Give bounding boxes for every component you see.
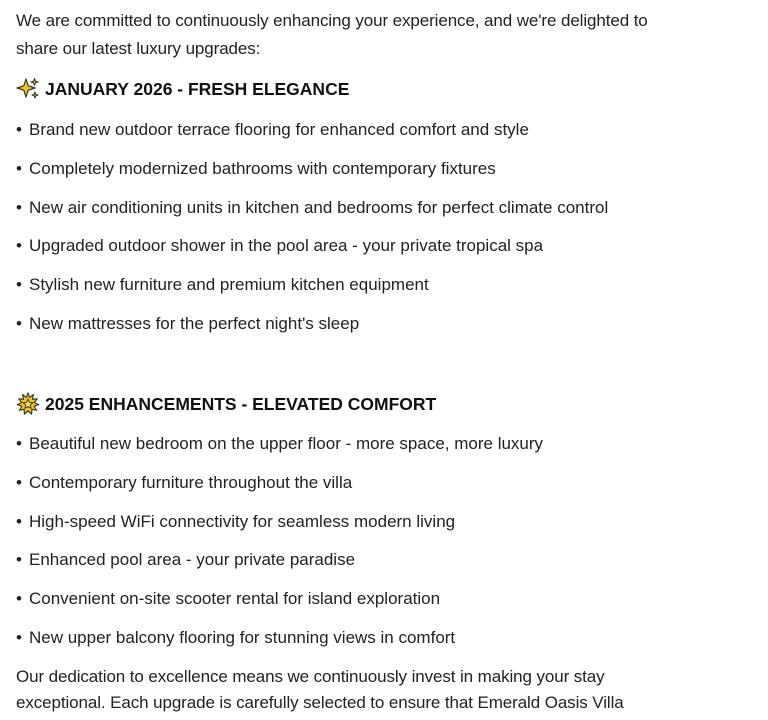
bullet: • [16, 314, 22, 333]
bullet: • [16, 198, 22, 217]
list-item [16, 588, 440, 610]
section-2025-heading [16, 392, 436, 416]
list-item [16, 313, 359, 335]
list-item [16, 627, 455, 649]
sparkles-icon [16, 77, 40, 101]
section-2025-title: 2025 ENHANCEMENTS - ELEVATED COMFORT [45, 394, 437, 414]
section-2026-title: JANUARY 2026 - FRESH ELEGANCE [45, 79, 350, 99]
list-item [16, 472, 352, 494]
intro-line-1: We are committed to continuously enhancing your experience, and we're delighted to [16, 11, 648, 30]
list-item-text: Enhanced pool area - your private paradise [29, 550, 356, 569]
upgrades-document [16, 0, 756, 720]
list-item-text: Completely modernized bathrooms with contemporary fixtures [29, 159, 496, 178]
bullet: • [16, 512, 22, 531]
section-2026-heading [16, 77, 349, 101]
list-item-text: Convenient on-site scooter rental for island exploration [29, 589, 441, 608]
list-item-text: Brand new outdoor terrace flooring for enhanced comfort and style [29, 120, 529, 139]
list-item-text: New mattresses for the perfect night's sleep [29, 314, 360, 333]
list-item [16, 549, 355, 571]
closing-line-1: Our dedication to excellence means we continuously invest in making your stay [16, 667, 605, 686]
list-item-text: Upgraded outdoor shower in the pool area - your private tropical spa [29, 236, 544, 255]
bullet: • [16, 159, 22, 178]
list-item-text: Contemporary furniture throughout the villa [29, 473, 353, 492]
list-item [16, 158, 496, 180]
list-item [16, 119, 529, 141]
list-item-text: High-speed WiFi connectivity for seamless modern living [29, 512, 456, 531]
list-item-text: New air conditioning units in kitchen and bedrooms for perfect climate control [29, 198, 609, 217]
bullet: • [16, 473, 22, 492]
bullet: • [16, 550, 22, 569]
list-item [16, 235, 543, 257]
bullet: • [16, 628, 22, 647]
bullet: • [16, 120, 22, 139]
closing-line-2: exceptional. Each upgrade is carefully selected to ensure that Emerald Oasis Villa [16, 693, 624, 712]
list-item [16, 197, 608, 219]
list-item [16, 433, 543, 455]
glowing-star-icon [16, 392, 40, 416]
list-item-text: New upper balcony flooring for stunning views in comfort [29, 628, 456, 647]
list-item-text: Beautiful new bedroom on the upper floor - more space, more luxury [29, 434, 544, 453]
bullet: • [16, 275, 22, 294]
list-item-text: Stylish new furniture and premium kitchen equipment [29, 275, 429, 294]
list-item [16, 511, 455, 533]
bullet: • [16, 434, 22, 453]
intro-line-2: share our latest luxury upgrades: [16, 39, 261, 58]
list-item [16, 274, 429, 296]
bullet: • [16, 589, 22, 608]
bullet: • [16, 236, 22, 255]
